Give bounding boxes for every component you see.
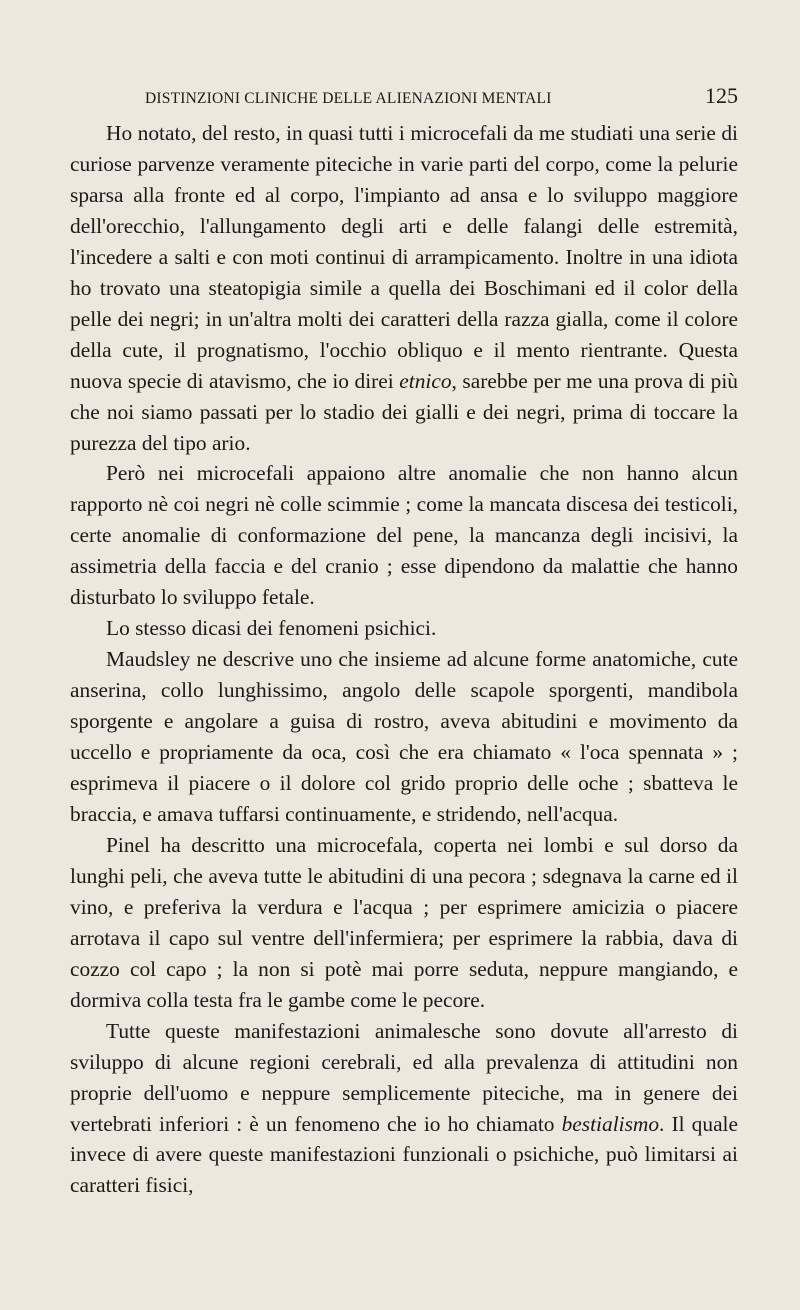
running-head	[145, 83, 738, 116]
emphasis: etnico	[399, 368, 452, 393]
paragraph: Pinel ha descritto una microcefala, coperta nei lombi e sul dorso da lunghi peli, che aveva tutte le abitudini di una pecora ; sdegnava la carne ed il vino, e preferiva la verdura e l'acqua ; per esprimere amicizia o piacere arrotava il capo sul ventre dell'infermiera; per esprimere la rabbia, dava di cozzo col capo ; la non si potè mai porre seduta, neppure mangiando, e dormiva colla testa fra le gambe come le pecore.	[70, 832, 738, 1012]
paragraph: Lo stesso dicasi dei fenomeni psichici.	[106, 616, 437, 641]
paragraph: Però nei microcefali appaiono altre anomalie che non hanno alcun rapporto nè coi negri nè colle scimmie ; come la mancata discesa dei testicoli, certe anomalie di conformazione del pene, la mancanza degli incisivi, la assimetria della faccia e del cranio ; esse dipendono da malattie che hanno disturbato lo sviluppo fetale.	[70, 461, 738, 610]
paragraph: Tutte queste manifestazioni animalesche sono dovute all'arresto di sviluppo di alcune regioni cerebrali, ed alla prevalenza di attitudini non proprie dell'uomo e neppure semplicemente piteciche, ma in genere dei vertebrati inferiori : è un fenomeno che io ho chiamato bestialismo. Il quale invece di avere queste manifestazioni funzionali o psichiche, può limitarsi ai caratteri fisici,	[70, 1018, 738, 1198]
paragraph: Ho notato, del resto, in quasi tutti i microcefali da me studiati una serie di curiose parvenze veramente piteciche in varie parti del corpo, come la pelurie sparsa alla fronte ed al corpo, l'impianto ad ansa e lo sviluppo maggiore dell'orecchio, l'allungamento degli arti e delle falangi delle estremità, l'incedere a salti e con moti continui di arrampicamento. Inoltre in una idiota ho trovato una steatopigia simile a quella dei Boschimani ed il color della pelle dei negri; in un'altra molti dei caratteri della razza gialla, come il colore della cute, il prognatismo, l'occhio obliquo e il mento rientrante. Questa nuova specie di atavismo, che io direi etnico, sarebbe per me una prova di più che noi siamo passati per lo stadio dei gialli e dei negri, prima di toccare la purezza del tipo ario.	[70, 121, 739, 455]
emphasis: bestialismo	[561, 1111, 660, 1136]
paragraph: Maudsley ne descrive uno che insieme ad alcune forme anatomiche, cute anserina, collo lunghissimo, angolo delle scapole sporgenti, mandibola sporgente e angolare a guisa di rostro, aveva abitudini e movimento da uccello e propriamente da oca, così che era chiamato « l'oca spennata » ; esprimeva il piacere o il dolore col grido proprio delle oche ; sbatteva le braccia, e amava tuffarsi continuamente, e stridendo, nell'acqua.	[70, 647, 738, 826]
page-number: 125	[705, 83, 738, 108]
running-title: DISTINZIONI CLINICHE DELLE ALIENAZIONI MENTALI	[145, 90, 552, 107]
body-text	[70, 118, 738, 1201]
